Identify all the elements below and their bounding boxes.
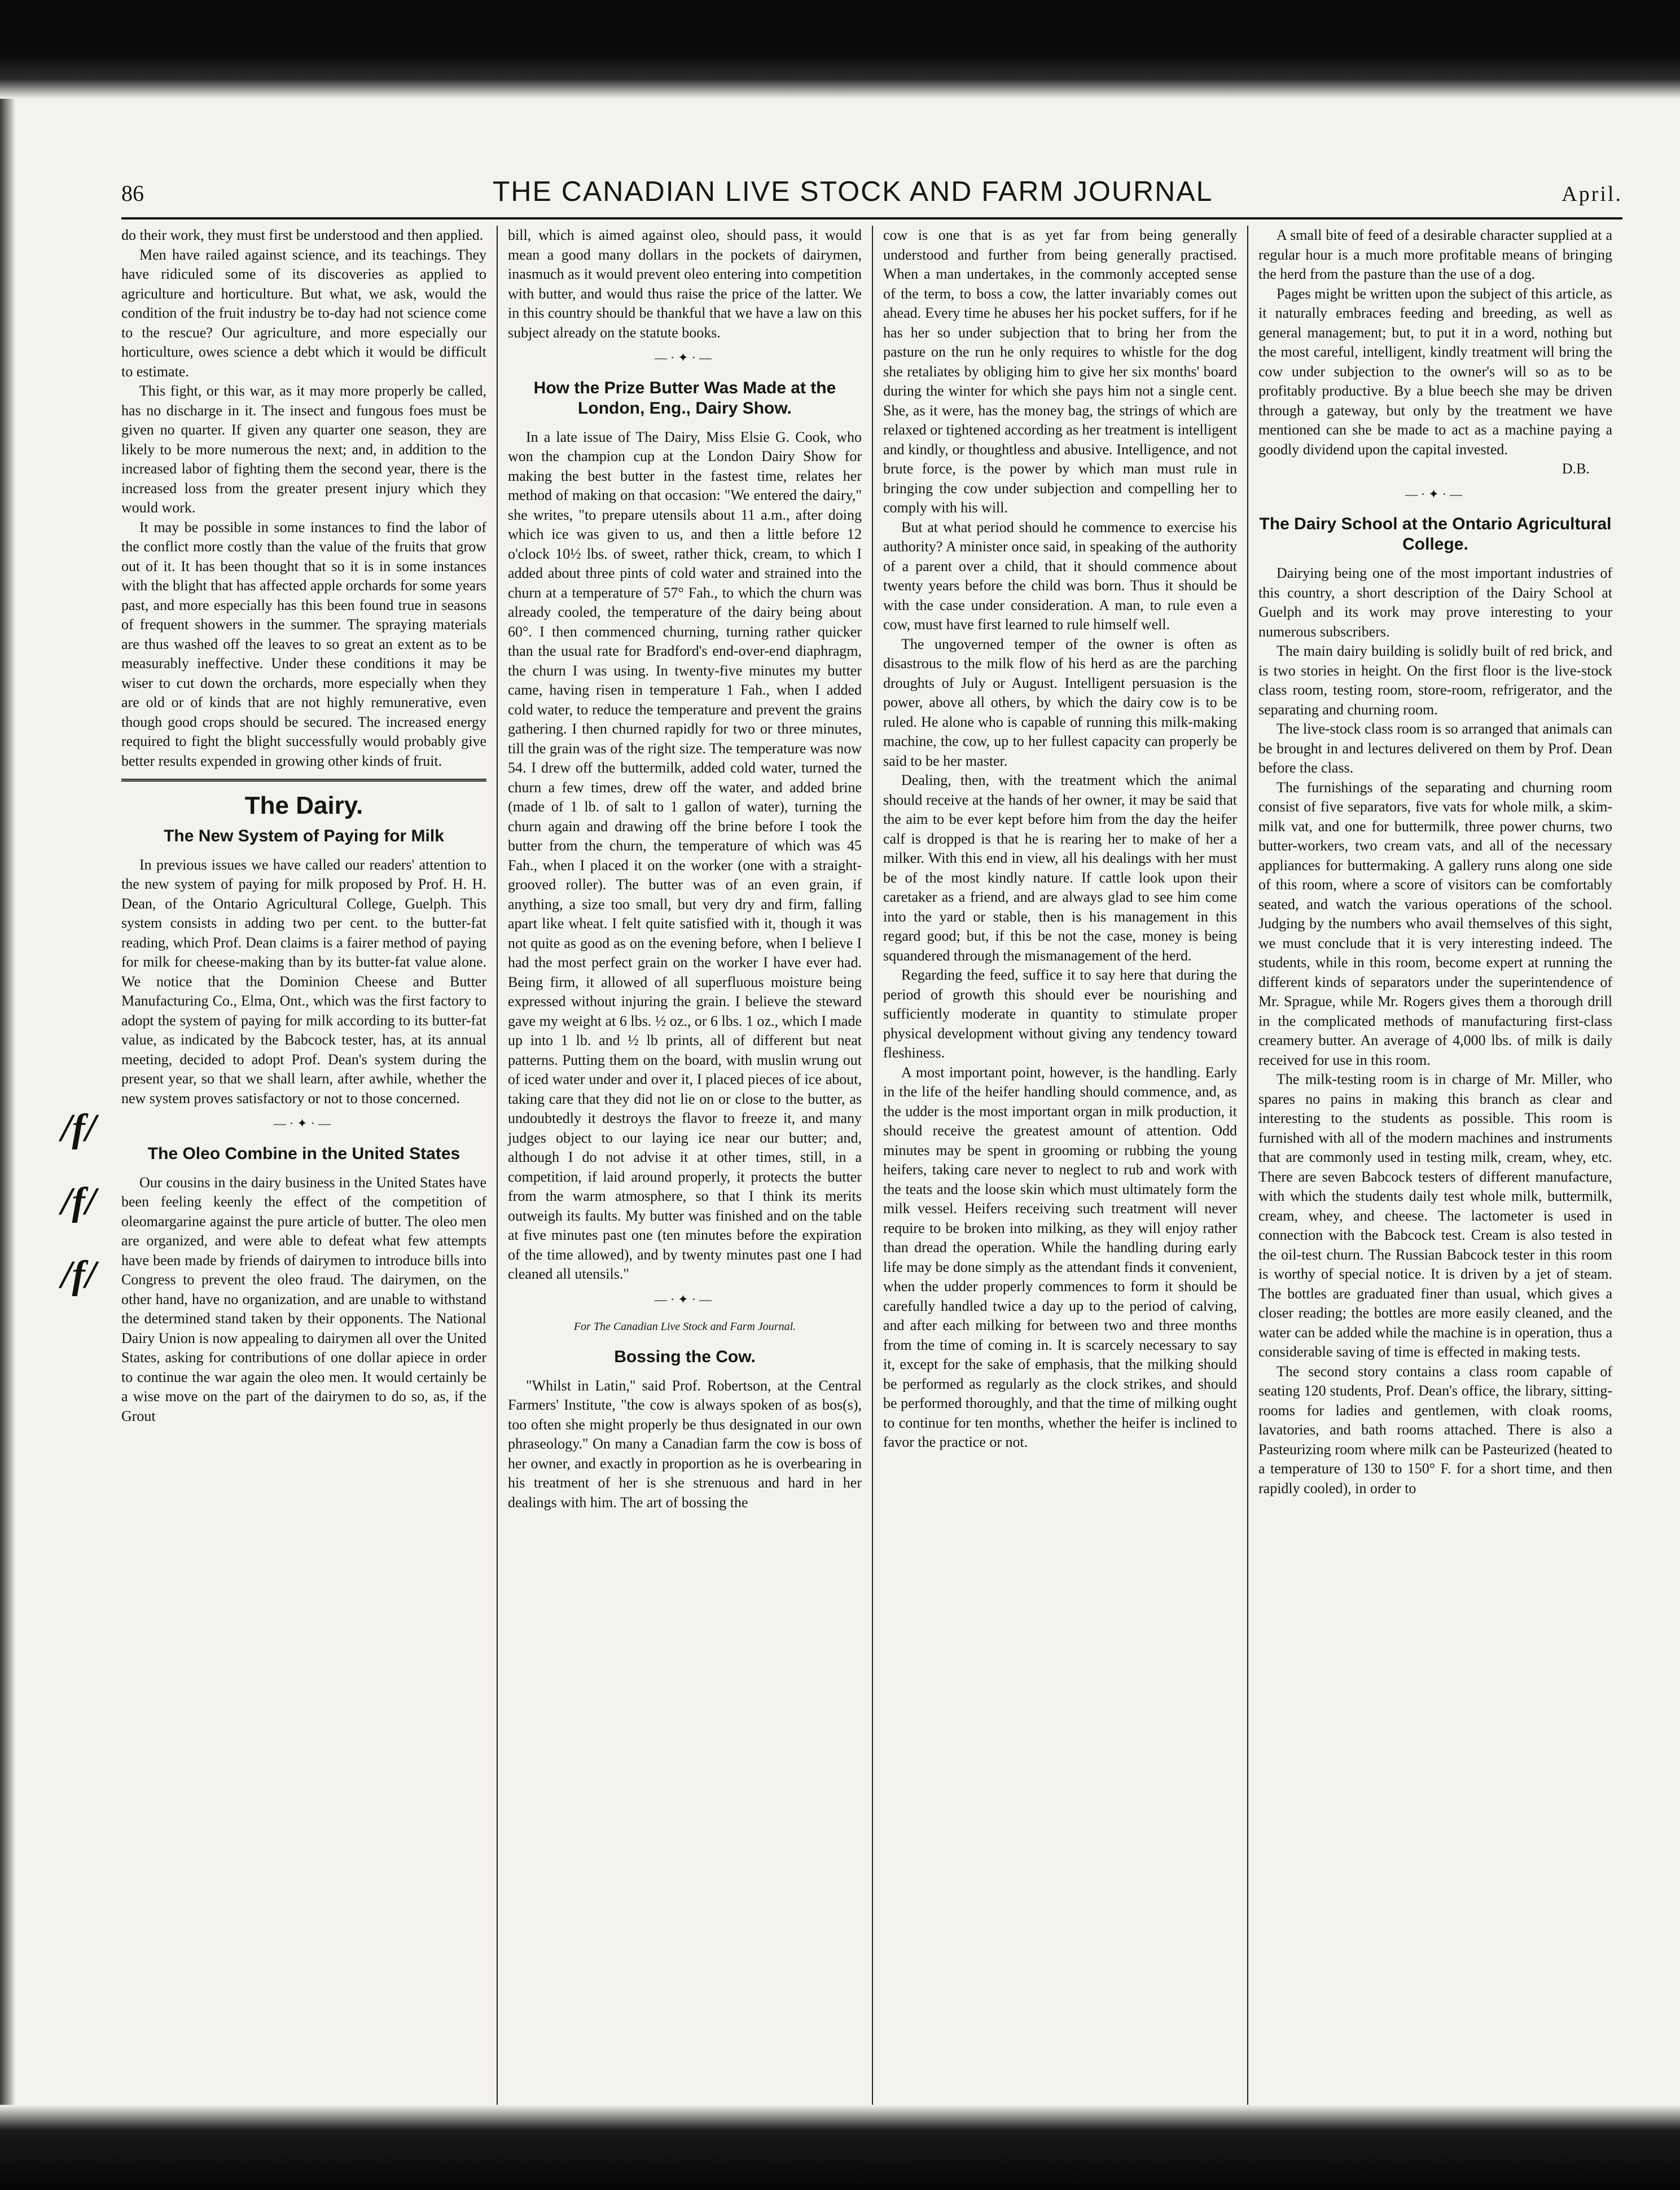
paragraph: The second story contains a class room capable of seating 120 students, Prof. Dean's office, the library, sitting-rooms for ladies and gentlemen, with cloak rooms, lavatories, and bath rooms attached. There is also a Pasteurizing room where milk can be Pasteurized (heated to a temperature of 130 to 150° F. for a short time, and then rapidly cooled), in order to	[1258, 1363, 1612, 1496]
article-headline: The Oleo Combine in the United States	[147, 1144, 460, 1163]
article-credit: For The Canadian Live Stock and Farm Journal.	[573, 1320, 796, 1333]
paragraph: In a late issue of The Dairy, Miss Elsie G. Cook, who won the champion cup at the London Dairy Show for making the best butter in the fastest time, relates her method of making on that occasion: "We entered the dairy," she writes, "to prepare utensils about 11 a.m., after doing which ice was given to us, and then a little before 12 o'clock 10½ lbs. of sweet, rather thick, cream, to which I added about three pints of cold water and strained into the churn at a temperature of 57° Fah., to which the churn was already cooled, the temperature of the dairy being about 60°. I then commenced churning, turning rather quicker than the usual rate for Bradford's end-over-end diaphragm, the churn I was using. In twenty-five minutes my butter came, having risen in temperature 1 Fah., when I added cold water, to reduce the temperature and prevent the grains gathering. I then churned rapidly for two or three minutes, till the grain was of the right size. The temperature was now 54. I drew off the buttermilk, added cold water, turned the churn a few times, drew off the water, and added brine (made of 1 lb. of salt to 1 gallon of water), turning the churn again and drawing off the brine before I took the butter from the churn, the temperature of which was 45 Fah., when I placed it on the worker (one with a straight-grooved roller). The butter was of an even grain, if anything, a size too small, but very dry and firm, falling apart like wheat. I felt quite satisfied with it, though it was not quite as good as on the evening before, when I believe I had the most perfect grain on the worker I have ever had. Being firm, it allowed of all superfluous moisture being expressed without injuring the grain. I believe the steward gave my weight at 6 lbs. ½ oz., or 6 lbs. 1 oz., which I made up into 1 lb. and ½ lb prints, all of different but neat patterns. Putting them on the board, with muslin wrung out of iced water under and over it, I placed pieces of ice about, taking care that they did not lie on or close to the butter, as undoubtedly it destroys the flavor to freeze it, and many judges object to our laying ice near our butter; and, although I do not advise it at other times, still, in a competition, if laid around properly, it protects the butter from the warm atmosphere, so that I think its merits outweigh its faults. My butter was finished and on the table at five minutes past one (ten minutes before the expiration of the time allowed), and by twenty minutes past one I had cleaned all utensils."	[508, 428, 862, 1282]
paragraph: It may be possible in some instances to find the labor of the conflict more costly than the value of the fruits that grow out of it. It has been thought that so it is in some instances with the blight that has affected apple orchards for some years past, and more especially has this been found true in seasons of frequent showers in the summer. The spraying materials are thus washed off the leaves to so great an extent as to be measurably ineffective. Under these conditions it may be wiser to cut down the orchards, more especially when they are old or of kinds that are not highly remunerative, even though good crops should be secured. The increased energy required to fight the blight successfully would probably give better results expended in growing other kinds of fruit.	[121, 519, 486, 769]
paragraph: In previous issues we have called our readers' attention to the new system of paying for milk proposed by Prof. H. H. Dean, of the Ontario Agricultural College, Guelph. This system consists in adding two per cent. to the butter-fat reading, which Prof. Dean claims is a fairer method of paying for milk for cheese-making than by its butter-fat value alone. We notice that the Dominion Cheese and Butter Manufacturing Co., Elma, Ont., which was the first factory to adopt the system of paying for milk according to its butter-fat value, as indicated by the Babcock tester, has, at its annual meeting, decided to adopt Prof. Dean's system during the present year, so that we shall learn, after awhile, whether the new system proves satisfactory or not to those concerned.	[121, 856, 486, 1107]
paragraph: Regarding the feed, suffice it to say here that during the period of growth this should ever be nourishing and sufficiently moderate in quantity to stimulate proper physical development without giving any tendency toward fleshiness.	[883, 967, 1237, 1061]
journal-title: THE CANADIAN LIVE STOCK AND FARM JOURNAL	[492, 175, 1213, 207]
page-number: 86	[121, 181, 144, 206]
column-1	[121, 226, 497, 2105]
margin-annotation: /f/	[61, 1107, 96, 1150]
ornament-divider: —·✦·—	[654, 350, 716, 365]
paragraph: The ungoverned temper of the owner is often as disastrous to the milk flow of his herd as are the parching droughts of July or August. Intelligent persuasion is the power, above all others, by which the dairy cow is to be ruled. He alone who is capable of running this milk-making machine, the cow, up to her fullest capacity can properly be said to be her master.	[883, 635, 1237, 769]
paragraph: The live-stock class room is so arranged that animals can be brought in and lectures delivered on them by Prof. Dean before the class.	[1258, 721, 1612, 776]
section-divider	[121, 779, 486, 782]
margin-annotation: /f/	[61, 1253, 96, 1297]
issue-month: April.	[1561, 182, 1622, 206]
running-head	[121, 175, 1622, 214]
paragraph: The furnishings of the separating and churning room consist of five separators, five vats for whole milk, a skim-milk vat, and one for buttermilk, three power churns, two butter-workers, two cream vats, and all of the necessary appliances for buttermaking. A gallery runs along one side of this room, where a score of visitors can be comfortably seated, and watch the various operations of the school. Judging by the numbers who avail themselves of this sight, we must conclude that it is very interesting indeed. The students, while in this room, become expert at running the different kinds of separators under the superintendence of Mr. Sprague, while Mr. Rogers gives them a thorough drill in the complicated methods of manufacturing first-class creamery butter. An average of 4,000 lbs. of milk is daily received for use in this room.	[1258, 779, 1612, 1068]
paragraph: bill, which is aimed against oleo, should pass, it would mean a good many dollars in the pockets of dairymen, inasmuch as it would prevent oleo entering into competition with butter, and would thus raise the price of the latter. We in this country should be thankful that we have a law on this subject already on the statute books.	[508, 227, 862, 341]
article-headline: The Dairy School at the Ontario Agricultural College.	[1259, 515, 1612, 554]
article-headline: How the Prize Butter Was Made at the London, Eng., Dairy Show.	[533, 378, 836, 418]
paragraph: Dairying being one of the most important industries of this country, a short description of the Dairy School at Guelph and its work may prove interesting to your numerous subscribers.	[1258, 565, 1612, 640]
paragraph: Our cousins in the dairy business in the United States have been feeling keenly the effect of the competition of oleomargarine against the pure article of butter. The oleo men are organized, and were able to defeat what few attempts have been made by friends of dairymen to introduce bills into Congress to prevent the oleo fraud. The dairymen, on the other hand, have no organization, and are unable to withstand the determined stand taken by their opponents. The National Dairy Union is now appealing to dairymen all over the United States, asking for contributions of one dollar apiece in order to continue the war again the oleo men. It would certainly be a wise move on the part of the dairymen to do so, as, if the Grout	[121, 1174, 486, 1424]
ornament-divider: —·✦·—	[654, 1292, 716, 1306]
paragraph: Dealing, then, with the treatment which the animal should receive at the hands of her owner, it may be said that the aim to be ever kept before him from the day the heifer calf is dropped is that he is rearing her to make of her a milker. With this end in view, all his dealings with her must be of the most kindly nature. If cattle look upon their caretaker as a friend, and are always glad to see him come into the yard or stable, then is his management in this regard good; but, if this be not the case, money is being squandered through the mismanagement of the herd.	[883, 772, 1237, 964]
paragraph: A small bite of feed of a desirable character supplied at a regular hour is a much more profitable means of bringing the herd from the pasture than the use of a dog.	[1258, 227, 1612, 282]
section-heading: The Dairy.	[244, 792, 363, 819]
author-signature: D.B.	[1561, 460, 1590, 477]
paragraph: The milk-testing room is in charge of Mr. Miller, who spares no pains in making this branch as clear and interesting to the students as possible. This room is furnished with all of the modern machines and instruments that are commonly used in testing milk, cream, whey, etc. There are seven Babcock testers of different manufacture, with which the students daily test whole milk, buttermilk, cream, whey, and cheese. The lactometer is used in connection with the Babcock test. Cream is also tested in the oil-test churn. The Russian Babcock tester in this room is worthy of special notice. It is driven by a jet of steam. The bottles are graduated finer than usual, which gives a closer reading; the bottles are more easily cleaned, and the water can be added while the machine is in operation, thus a considerable saving of time is effected in making tests.	[1258, 1071, 1612, 1360]
scan-border-bottom	[0, 2105, 1680, 2190]
article-headline: Bossing the Cow.	[614, 1347, 756, 1366]
paragraph: The main dairy building is solidly built of red brick, and is two stories in height. On the first floor is the live-stock class room, testing room, store-room, refrigerator, and the separating and churning room.	[1258, 643, 1612, 718]
scan-border-top	[0, 0, 1680, 99]
ornament-divider: —·✦·—	[273, 1116, 335, 1130]
scan-border-left	[0, 99, 16, 2105]
paragraph: "Whilst in Latin," said Prof. Robertson, at the Central Farmers' Institute, "the cow is always spoken of as bos(s), too often she might properly be thus designated in our own phraseology." On many a Canadian farm the cow is boss of her owner, and exactly in proportion as he is overbearing in his treatment of her is she strenuous and hard in her dealings with him. The art of bossing the	[508, 1377, 862, 1511]
paragraph: A most important point, however, is the handling. Early in the life of the heifer handling should commence, and, as the udder is the most important organ in milk production, it should receive the greatest amount of attention. Odd minutes may be spent in grooming or rubbing the young heifers, taking care never to neglect to rub and work with the teats and the loose skin which must ultimately form the milk vessel. Heifers receiving such treatment will never require to be broken into milking, as they will enjoy rather than dread the operation. While the handling during early life may be done simply as the attendant finds it convenient, when the udder properly commences to form it should be carefully handled twice a day up to the period of calving, and after each milking for between two and three months from the time of coming in. It is scarcely necessary to say it, except for the sake of emphasis, that the milking should be performed as regularly as the clock strikes, and should be performed thoroughly, and that the time of milking ought to continue for ten months, whether the heifer is inclined to favor the practice or not.	[883, 1064, 1237, 1450]
header-rule	[121, 217, 1622, 220]
article-columns	[121, 226, 1622, 2105]
paragraph: do their work, they must first be understood and then applied.	[121, 227, 484, 243]
paragraph: cow is one that is as yet far from being generally understood and further from being generally practised. When a man undertakes, in the commonly accepted sense of the term, to boss a cow, the latter invariably comes out ahead. Every time he abuses her his pocket suffers, for if he has her so under subjection that to bring her from the pasture on the run he only requires to whistle for the dog she retaliates by obliging him to give her six months' board during the winter for which she pays him not a single cent. She, as it were, has the money bag, the strings of which are relaxed or tightened according as her treatment is intelligent and kindly, or thoughtless and abusive. Intelligence, and not brute force, is the power by which man must rule in bringing the cow under subjection and compelling her to comply with his will.	[883, 227, 1237, 516]
paragraph: This fight, or this war, as it may more properly be called, has no discharge in it. The insect and fungous foes must be given no quarter. If given any quarter one season, they are likely to be more numerous the next; and, in addition to the increased labor of fighting them the second year, there is the increased loss from the greater present injury which they would work.	[121, 383, 486, 516]
paragraph: Men have railed against science, and its teachings. They have ridiculed some of its discoveries as applied to agriculture and horticulture. But what, we ask, would the condition of the fruit industry be to-day had not science come to the rescue? Our agriculture, and more especially our horticulture, owes science a debt which it would be difficult to estimate.	[121, 246, 486, 380]
article-headline: The New System of Paying for Milk	[164, 826, 444, 845]
paragraph: Pages might be written upon the subject of this article, as it naturally embraces feeding and breeding, as well as general management; but, to put it in a word, nothing but the most careful, intelligent, kindly treatment will bring the cow under subjection to the owner's will so as to be profitably productive. By a blue beech she may be driven through a gateway, but only by the treatment we have mentioned can she be made to act as a machine paying a goodly dividend upon the capital invested.	[1258, 285, 1612, 458]
paragraph: But at what period should he commence to exercise his authority? A minister once said, in speaking of the authority of a parent over a child, that it should commence about twenty years before the child was born. Thus it should be with the case under consideration. A man, to rule even a cow, must have first learned to rule himself well.	[883, 519, 1237, 633]
ornament-divider: —·✦·—	[1405, 486, 1466, 501]
column-2	[497, 226, 872, 2105]
column-4	[1247, 226, 1622, 2105]
margin-annotation: /f/	[61, 1180, 96, 1223]
column-3	[872, 226, 1247, 2105]
